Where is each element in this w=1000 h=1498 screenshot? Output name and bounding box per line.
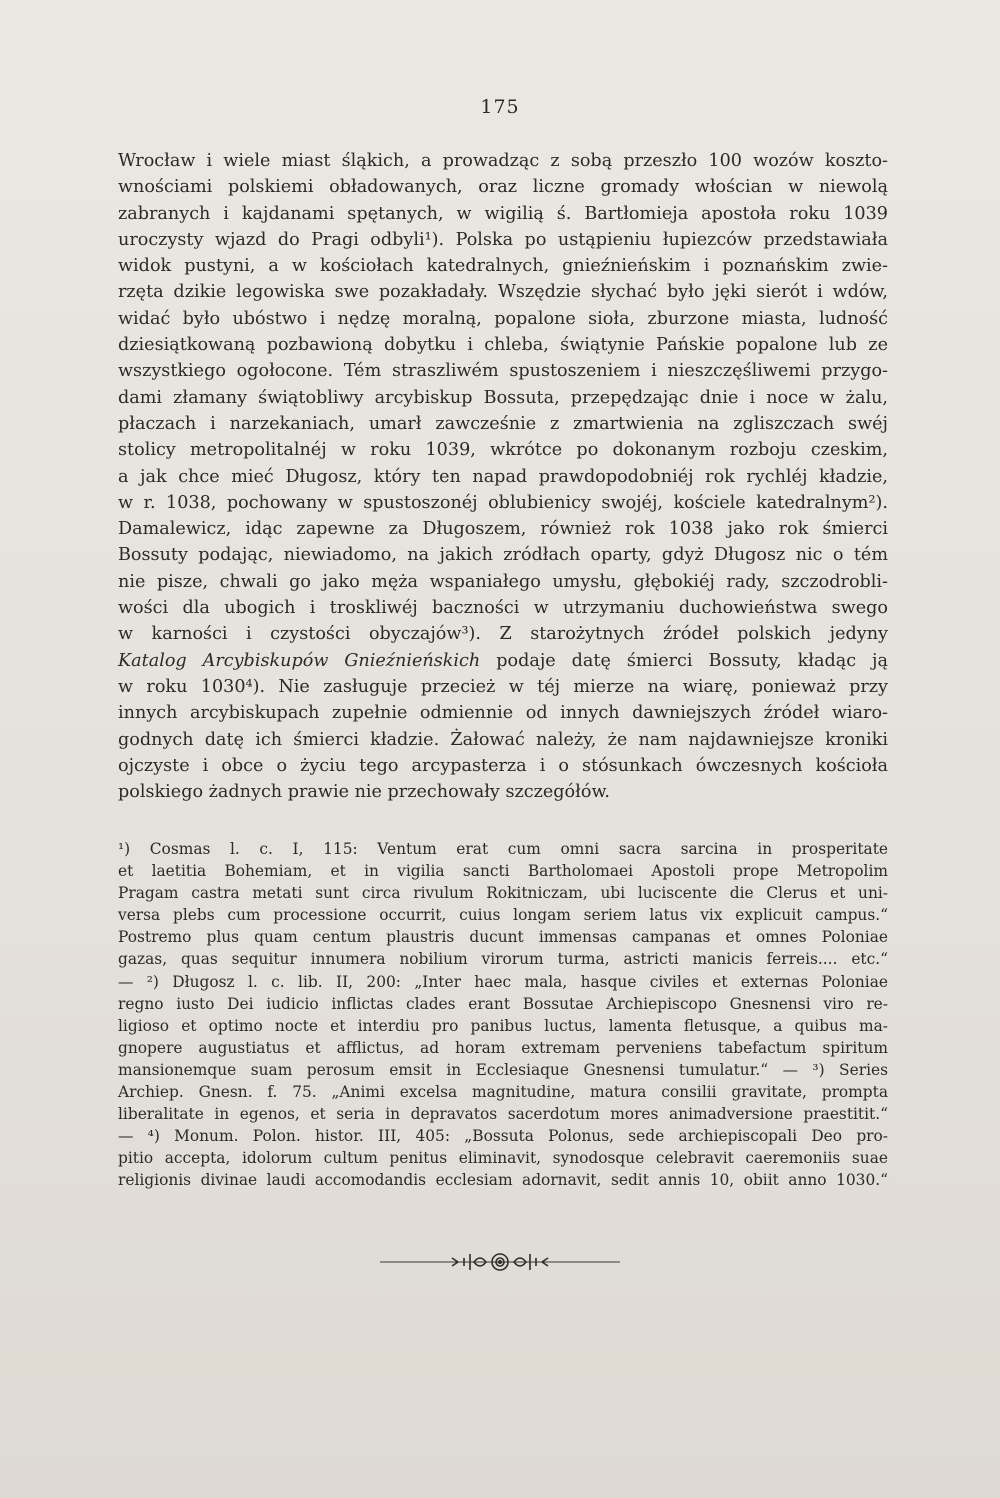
text-line: Damalewicz, idąc zapewne za Długoszem, również rok 1038 jako rok śmierci — [118, 519, 888, 540]
main-text — [118, 148, 888, 805]
text-line: wości dla ubogich i troskliwéj baczności w utrzymaniu duchowieństwa swego — [118, 598, 888, 619]
text-line: Wrocław i wiele miast śląkich, a prowadząc z sobą przeszło 100 wozów koszto- — [118, 151, 888, 171]
footnote-line: gnopere augustiatus et afflictus, ad horam extremam perveniens tabefactum spiritum — [118, 1038, 888, 1057]
footnote-line: versa plebs cum processione occurrit, cuius longam seriem latus vix explicuit campus.“ — [118, 906, 888, 925]
footnote-line: pitio accepta, idolorum cultum penitus eliminavit, synodosque celebravit caeremoniis suae — [118, 1149, 888, 1168]
text-line: Bossuty podając, niewiadomo, na jakich zródłach oparty, gdyż Długosz nic o tém — [118, 545, 888, 566]
footnote-line: Pragam castra metati sunt circa rivulum Rokitniczam, ubi luciscente die Clerus et uni- — [118, 884, 888, 903]
text-line: stolicy metropolitalnéj w roku 1039, wkrótce po dokonanym rozboju czeskim, — [118, 440, 888, 461]
footnote-line: — ⁴) Monum. Polon. histor. III, 405: „Bossuta Polonus, sede archiepiscopali Deo pro- — [118, 1127, 888, 1146]
text-line: ojczyste i obce o życiu tego arcypasterza i o stósunkach ówczesnych kościoła — [118, 755, 888, 776]
footnote-line: Postremo plus quam centum plaustris ducunt immensas campanas et omnes Poloniae — [118, 928, 888, 947]
footnote-line: gazas, quas sequitur innumera nobilium virorum turma, astricti manicis ferreis.... etc.“ — [118, 950, 888, 969]
text-line: w r. 1038, pochowany w spustoszonéj oblubienicy swojéj, kościele katedralnym²). — [118, 492, 888, 513]
footnote-line: ¹) Cosmas l. c. I, 115: Ventum erat cum omni sacra sarcina in prosperitate — [118, 840, 888, 858]
footnote-line: regno iusto Dei iudicio inflictas clades erant Bossutae Archiepiscopo Gnesnensi viro re- — [118, 994, 888, 1013]
footnote-line: ligioso et optimo nocte et interdiu pro panibus luctus, lamenta fletusque, a quibus ma- — [118, 1016, 888, 1035]
page-number: 175 — [480, 96, 520, 118]
footnote-line: mansionemque suam perosum emsit in Ecclesiaque Gnesnensi tumulatur.“ — ³) Series — [118, 1060, 888, 1079]
text-line: godnych datę ich śmierci kładzie. Żałować należy, że nam najdawniejsze kroniki — [118, 729, 888, 750]
text-line: a jak chce mieć Długosz, który ten napad prawdopodobniéj rok rychléj kładzie, — [118, 466, 888, 487]
footnote-line: et laetitia Bohemiam, et in vigilia sancti Bartholomaei Apostoli prope Metropolim — [118, 862, 888, 881]
text-line: widać było ubóstwo i nędzę moralną, popalone sioła, zburzone miasta, ludność — [118, 308, 888, 329]
text-line: w karności i czystości obyczajów³). Z starożytnych źródeł polskich jedyny — [118, 624, 888, 645]
text-line-italic-title: Katalog Arcybiskupów Gnieźnieńskich podaje datę śmierci Bossuty, kładąc ją — [118, 650, 888, 671]
text-line: płaczach i narzekaniach, umarł zawcześnie z zmartwienia na zgliszczach swéj — [118, 413, 888, 434]
text-line: rzęta dzikie legowiska swe pozakładały. Wszędzie słychać było jęki sierót i wdów, — [118, 282, 888, 303]
text-line: uroczysty wjazd do Pragi odbyli¹). Polska po ustąpieniu łupiezców przedstawiała — [118, 229, 888, 250]
text-line: wszystkiego ogołocone. Tém straszliwém spustoszeniem i nieszczęśliwemi przygo- — [118, 361, 888, 382]
text-line: polskiego żadnych prawie nie przechowały szczegółów. — [118, 782, 611, 803]
footnotes — [118, 838, 888, 1192]
text-line: widok pustyni, a w kościołach katedralnych, gnieźnieńskim i poznańskim zwie- — [118, 256, 888, 277]
text-line: innych arcybiskupach zupełnie odmiennie od innych dawniejszych źródeł wiaro- — [118, 703, 888, 724]
footnote-line: religionis divinae laudi accomodandis ecclesiam adornavit, sedit annis 10, obiit anno 1030.“ — [118, 1171, 888, 1190]
text-line: nie pisze, chwali go jako męża wspaniałego umysłu, głębokiéj rady, szczodrobli- — [118, 571, 888, 592]
footnote-line: — ²) Długosz l. c. lib. II, 200: „Inter haec mala, hasque civiles et externas Poloniae — [118, 972, 888, 991]
footnote-line: Archiep. Gnesn. f. 75. „Animi excelsa magnitudine, matura consilii gravitate, prompta — [118, 1083, 888, 1102]
text-line: dziesiątkowaną pozbawioną dobytku i chleba, świątynie Pańskie popalone lub ze — [118, 335, 888, 356]
text-line: dami złamany świątobliwy arcybiskup Bossuta, przepędzając dnie i noce w żalu, — [118, 387, 888, 408]
footnote-line: liberalitate in egenos, et seria in depravatos sacerdotum mores animadversione praestitit.“ — [118, 1105, 888, 1124]
text-line: wnościami polskiemi obładowanych, oraz liczne gromady włościan w niewolą — [118, 177, 888, 198]
text-line: zabranych i kajdanami spętanych, w wigilią ś. Bartłomieja apostoła roku 1039 — [118, 203, 888, 224]
text-line: w roku 1030⁴). Nie zasługuje przecież w téj mierze na wiarę, ponieważ przy — [118, 676, 888, 697]
decorative-separator-icon — [380, 1248, 620, 1276]
